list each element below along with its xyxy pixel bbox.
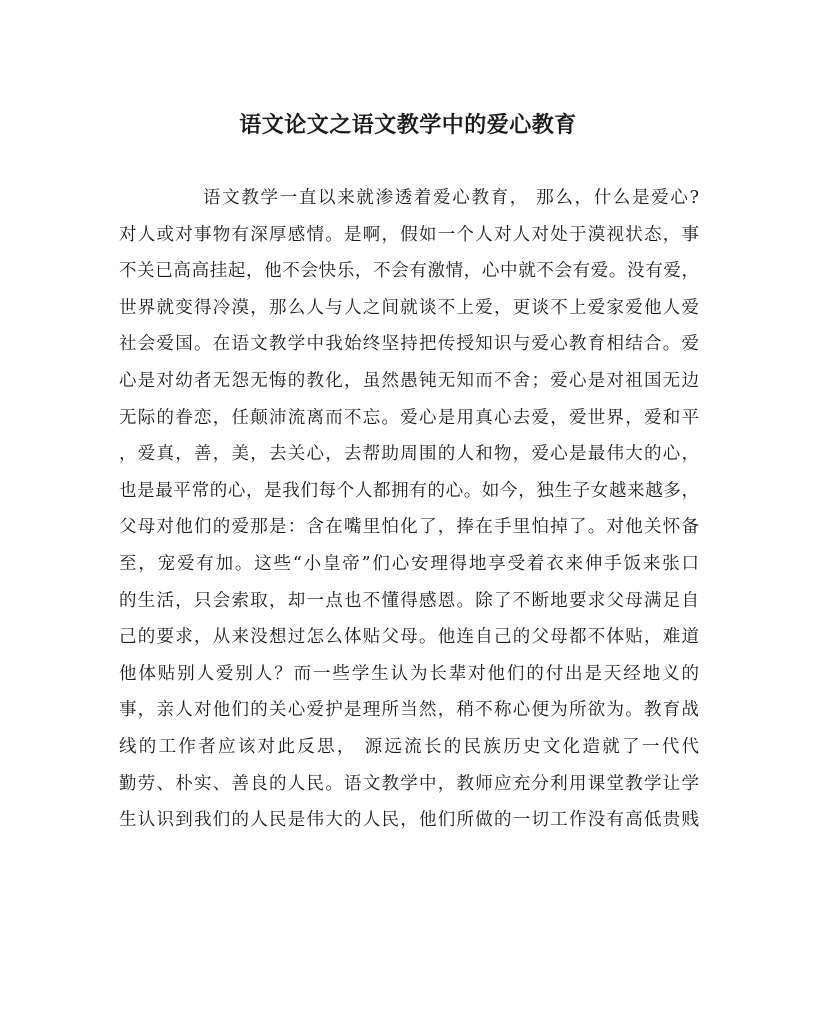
text-line: 也是最平常的心，是我们每个人都拥有的心。如今，独生子女越来越多， <box>119 480 699 501</box>
text-line: 的生活，只会索取，却一点也不懂得感恩。除了不断地要求父母满足自 <box>119 590 699 611</box>
text-line: ，爱真，善，美，去关心，去帮助周围的人和物，爱心是最伟大的心， <box>119 444 699 465</box>
text-line: 语文教学一直以来就渗透着爱心教育， 那么，什么是爱心? <box>203 188 699 208</box>
text-line: 对人或对事物有深厚感情。是啊，假如一个人对人对处于漠视状态，事 <box>119 224 699 245</box>
text-line: 无际的眷恋，任颠沛流离而不忘。爱心是用真心去爱，爱世界，爱和平 <box>119 407 699 428</box>
text-line: 他体贴别人爱别人？而一些学生认为长辈对他们的付出是天经地义的 <box>119 663 699 684</box>
text-line: 社会爱国。在语文教学中我始终坚持把传授知识与爱心教育相结合。爱 <box>119 334 699 355</box>
document-title: 语文论文之语文教学中的爱心教育 <box>239 112 577 138</box>
text-line: 父母对他们的爱那是：含在嘴里怕化了，捧在手里怕掉了。对他关怀备 <box>119 517 699 538</box>
text-line: 心是对幼者无怨无悔的教化，虽然愚钝无知而不舍；爱心是对祖国无边 <box>119 370 699 391</box>
text-line: 世界就变得冷漠，那么人与人之间就谈不上爱，更谈不上爱家爱他人爱 <box>119 297 699 318</box>
document-body <box>119 180 699 839</box>
text-line: 线的工作者应该对此反思， 源远流长的民族历史文化造就了一代代 <box>119 736 699 757</box>
text-line: 事，亲人对他们的关心爱护是理所当然，稍不称心便为所欲为。教育战 <box>119 700 699 721</box>
text-line: 生认识到我们的人民是伟大的人民，他们所做的一切工作没有高低贵贱 <box>119 810 699 831</box>
text-line: 勤劳、朴实、善良的人民。语文教学中，教师应充分利用课堂教学让学 <box>119 773 699 794</box>
text-line: 至，宠爱有加。这些“小皇帝”们心安理得地享受着衣来伸手饭来张口 <box>119 553 699 574</box>
text-line: 不关已高高挂起，他不会快乐，不会有激情，心中就不会有爱。没有爱， <box>119 261 699 282</box>
text-line: 己的要求，从来没想过怎么体贴父母。他连自己的父母都不体贴，难道 <box>119 627 699 648</box>
